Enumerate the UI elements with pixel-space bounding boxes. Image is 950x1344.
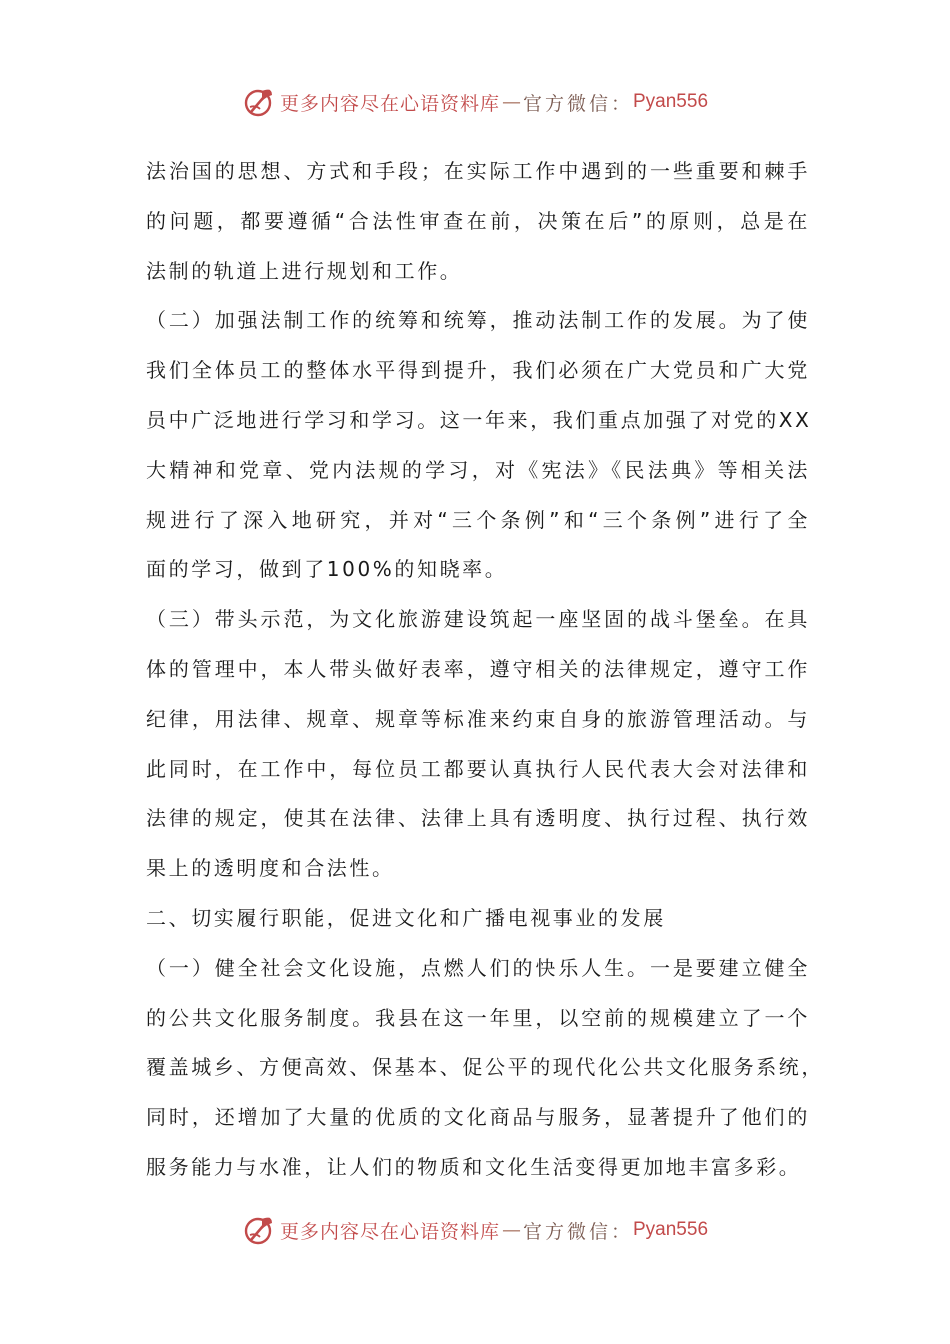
body-line: 法治国的思想、方式和手段；在实际工作中遇到的一些重要和棘手 xyxy=(146,159,810,183)
body-line: 同时，还增加了大量的优质的文化商品与服务，显著提升了他们的 xyxy=(146,1105,810,1130)
body-line: 我们全体员工的整体水平得到提升，我们必须在广大党员和广大党 xyxy=(146,358,810,383)
footer-site-text: 更多内容尽在心语资料库 xyxy=(279,1220,500,1243)
body-line: 员中广泛地进行学习和学习。这一年来，我们重点加强了对党的XX xyxy=(146,407,812,432)
body-line: 法制的轨道上进行规划和工作。 xyxy=(146,258,463,283)
header-separator: — xyxy=(501,91,521,113)
body-line: 面的学习，做到了100%的知晓率。 xyxy=(146,557,508,582)
body-line: 纪律，用法律、规章、规章等标准来约束自身的旅游管理活动。与 xyxy=(146,706,810,731)
header-wechat-label: 官方微信： xyxy=(522,92,633,115)
document-body xyxy=(146,147,824,1193)
quill-logo-icon xyxy=(242,85,276,119)
body-line: 果上的透明度和合法性。 xyxy=(146,856,395,881)
header-wechat-id: Pyan556 xyxy=(633,91,709,112)
body-line: 体的管理中，本人带头做好表率，遵守相关的法律规定，遵守工作 xyxy=(146,656,810,681)
quill-logo-icon xyxy=(242,1213,276,1247)
footer-wechat-label: 官方微信： xyxy=(522,1220,633,1243)
body-line: （二）加强法制工作的统筹和统筹，推动法制工作的发展。为了使 xyxy=(146,308,810,333)
body-line: 大精神和党章、党内法规的学习，对《宪法》《民法典》等相关法 xyxy=(146,457,810,482)
header-site-text: 更多内容尽在心语资料库 xyxy=(279,92,500,115)
body-line: 规进行了深入地研究，并对“三个条例”和“三个条例”进行了全 xyxy=(146,507,810,532)
footer-wechat-id: Pyan556 xyxy=(633,1219,709,1240)
body-line: 的公共文化服务制度。我县在这一年里，以空前的规模建立了一个 xyxy=(146,1005,810,1030)
body-line: 的问题，都要遵循“合法性审查在前，决策在后”的原则，总是在 xyxy=(146,208,810,233)
body-line: （一）健全社会文化设施，点燃人们的快乐人生。一是要建立健全 xyxy=(146,955,810,980)
body-line: 此同时，在工作中，每位员工都要认真执行人民代表大会对法律和 xyxy=(146,756,810,781)
header-watermark xyxy=(0,82,950,122)
body-line: 服务能力与水准，让人们的物质和文化生活变得更加地丰富多彩。 xyxy=(146,1154,802,1179)
footer-separator: — xyxy=(501,1219,521,1241)
body-line: 覆盖城乡、方便高效、保基本、促公平的现代化公共文化服务系统， xyxy=(146,1055,824,1080)
section-heading: 二、切实履行职能，促进文化和广播电视事业的发展 xyxy=(146,905,666,930)
footer-watermark xyxy=(0,1210,950,1250)
body-line: 法律的规定，使其在法律、法律上具有透明度、执行过程、执行效 xyxy=(146,806,810,831)
body-line: （三）带头示范，为文化旅游建设筑起一座坚固的战斗堡垒。在具 xyxy=(146,607,810,632)
